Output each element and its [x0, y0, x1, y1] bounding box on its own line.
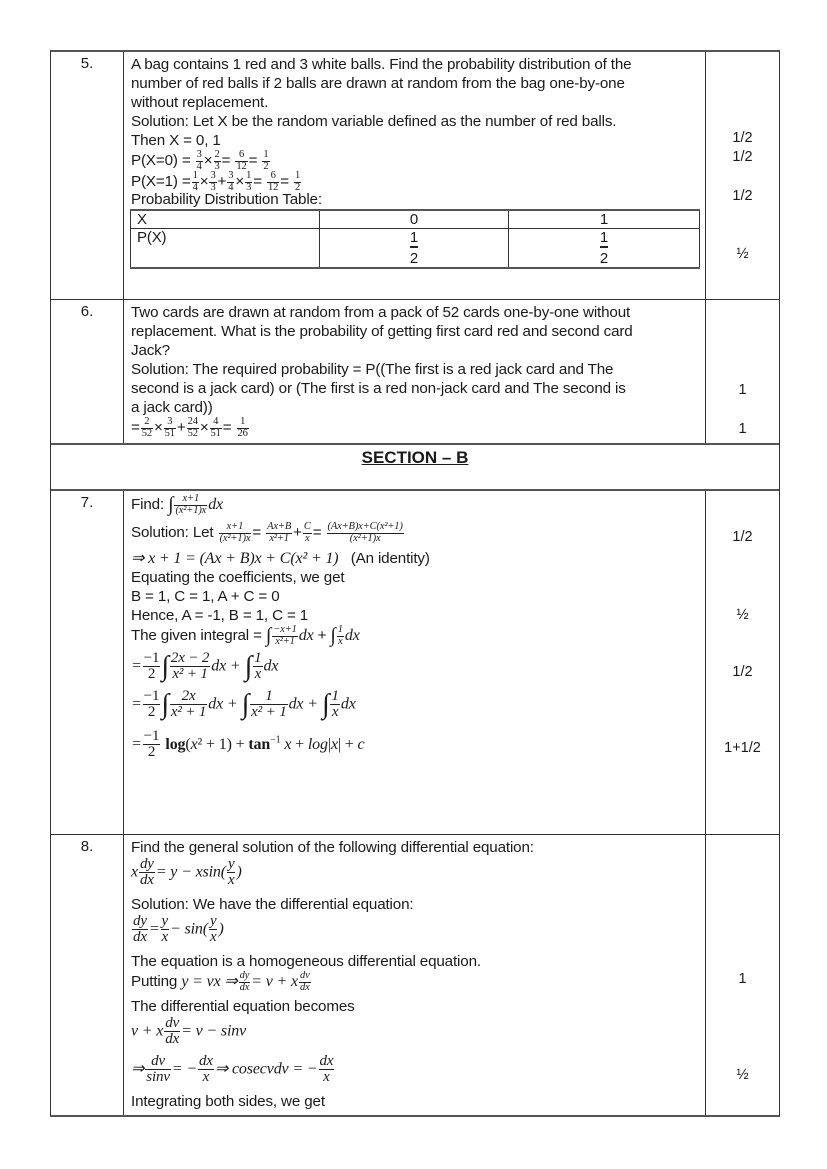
table-title: Probability Distribution Table: [131, 191, 322, 208]
numerator: 1 [409, 229, 419, 246]
fraction: $\frac{4}{51}$ [210, 416, 221, 439]
table-cell: 0 [320, 210, 509, 229]
fraction: $\frac{dy}{dx}$ [139, 856, 154, 888]
question-row-6 [51, 299, 779, 443]
solution-text: Solution: Let X be the random variable defined as the number of red balls. [131, 113, 617, 130]
question-body [124, 491, 706, 834]
fraction: $\frac{dx}{x}$ [199, 1053, 213, 1085]
marks-column [706, 300, 779, 443]
denominator: 2 [599, 250, 609, 267]
fraction: $\frac{2}{52}$ [141, 416, 152, 439]
fraction: $\frac{1}{x}$ [331, 688, 339, 720]
mark: 1/2 [732, 188, 753, 204]
equation-px1: P(X=1) = $\frac{1}{4}$ × $\frac{3}{3}$ + $\frac{3}{4}$ × $\frac{1}{3}$ = $\frac{6}{12}$ = $\frac{1}{2}$ [131, 170, 301, 193]
table-cell: X [131, 210, 320, 229]
mark: 1+1/2 [724, 740, 761, 756]
question-text: Find the general solution of the following differential equation: [131, 839, 534, 856]
fraction: $\frac{C}{x}$ [303, 521, 311, 544]
question-number: 7. [51, 491, 124, 834]
solution-text: The equation is a homogeneous differential equation. [131, 953, 481, 970]
table-cell [509, 229, 700, 269]
fraction: $\frac{y}{x}$ [209, 913, 217, 945]
solution-text: Solution: We have the differential equation: [131, 896, 414, 913]
equation-label: P(X=1) = [131, 173, 191, 191]
table-cell: P(X) [131, 229, 320, 269]
question-text: Two cards are drawn at random from a pack of 52 cards one-by-one without [131, 304, 631, 321]
mark: 1 [738, 421, 747, 437]
table-cell: 1 [509, 210, 700, 229]
fraction: $\frac{dy}{dx}$ [239, 970, 250, 993]
fraction: $\frac{1}{26}$ [237, 416, 248, 439]
identity-line [131, 549, 699, 568]
integral-sign: ∫ [330, 624, 336, 647]
question-row-8 [51, 834, 779, 1115]
question-body [124, 52, 706, 299]
equation-px0: P(X=0) = $\frac{3}{4}$ × $\frac{2}{3}$ = $\frac{6}{12}$ = $\frac{1}{2}$ [131, 149, 269, 172]
fraction: $\frac{dv}{dx}$ [300, 970, 310, 993]
fraction [410, 229, 418, 267]
fraction: $\frac{6}{12}$ [268, 170, 279, 193]
numerator: 1 [599, 229, 609, 246]
question-row-5 [51, 52, 779, 299]
solution-text: second is a jack card) or (The first is a red non-jack card and The second is [131, 380, 626, 397]
fraction: $\frac{x+1}{\text{(x²+1)x}}$ [175, 493, 207, 516]
solution-label: Solution: Let [131, 524, 214, 542]
fraction: $\frac{1}{\text{x² + 1}}$ [251, 688, 287, 720]
mark: ½ [736, 1067, 749, 1083]
question-text: number of red balls if 2 balls are drawn at random from the bag one-by-one [131, 75, 625, 92]
fraction: $\frac{6}{12}$ [236, 149, 247, 172]
integral-step-1: = $\frac{-1}{2}$ ∫ $\frac{2x - 2}{\text{x² + 1}}$ dx + ∫ $\frac{1}{x}$ dx [131, 650, 279, 682]
integral-sign: ∫ [161, 651, 169, 682]
fraction [600, 229, 608, 267]
probability-distribution-table [130, 209, 700, 269]
fraction: $\frac{dv}{\sin v}$ [146, 1053, 170, 1085]
fraction: $\frac{3}{4}$ [196, 149, 202, 172]
question-number: 8. [51, 835, 124, 1115]
fraction: $\frac{1}{3}$ [246, 170, 252, 193]
mark: ½ [736, 246, 749, 262]
integral-sign: ∫ [241, 689, 250, 720]
solution-text: Equating the coefficients, we get [131, 569, 345, 586]
fraction: $\frac{Ax+B}{\text{x²+1}}$ [267, 521, 292, 544]
integral-sign: ∫ [168, 493, 174, 516]
equation-result: = $\frac{2}{52}$ × $\frac{3}{51}$ + $\frac{24}{52}$ × $\frac{4}{51}$ = $\frac{1}{26}$ [131, 416, 248, 439]
question-number: 6. [51, 300, 124, 443]
given-integral-label: The given integral = [131, 627, 262, 645]
fraction: $\frac{x+1}{\text{(x²+1)x}}$ [219, 521, 251, 544]
given-integral-line: The given integral = ∫ $\frac{-x+1}{\text{x²+1}}$ dx + ∫ $\frac{1}{x}$ dx [131, 624, 360, 647]
separated-equation: ⇒ $\frac{dv}{\sin v}$ = − $\frac{dx}{x}$ ⇒ cosecvdv = − $\frac{dx}{x}$ [131, 1053, 334, 1085]
fraction: $\frac{3}{51}$ [164, 416, 175, 439]
denominator: 2 [409, 250, 419, 267]
question-text: Jack? [131, 342, 170, 359]
fraction: $\frac{y}{x}$ [227, 856, 235, 888]
mark: ½ [736, 607, 749, 623]
mark: 1 [738, 382, 747, 398]
find-label: Find: [131, 496, 165, 514]
fraction: $\frac{dx}{x}$ [319, 1053, 334, 1085]
putting-label: Putting [131, 973, 178, 991]
fraction: $\frac{\text{(Ax+B)x+C(x²+1)}}{\text{(x²+1)x}}$ [327, 521, 403, 544]
fraction: $\frac{3}{4}$ [228, 170, 234, 193]
fraction: $\frac{-1}{2}$ [143, 650, 160, 682]
fraction: $\frac{y}{x}$ [161, 913, 169, 945]
fraction: $\frac{1}{2}$ [295, 170, 301, 193]
mark: 1/2 [732, 149, 753, 165]
solution-text: Solution: The required probability = P((The first is a red jack card and The [131, 361, 614, 378]
table-row [131, 229, 700, 269]
question-find: Find: ∫ $\frac{x+1}{\text{(x²+1)x}}$ dx [131, 493, 223, 516]
marks-column [706, 52, 779, 299]
fraction: $\frac{2x}{\text{x² + 1}}$ [170, 688, 207, 720]
integral-sign: ∫ [321, 689, 330, 720]
integral-step-2: = $\frac{-1}{2}$ ∫ $\frac{2x}{\text{x² + 1}}$ dx + ∫ $\frac{1}{\text{x² + 1}}$ dx + ∫ $\frac{1}{x}$ dx [131, 688, 356, 720]
transformed-equation: v + x $\frac{dv}{dx}$ = v − sinv [131, 1015, 247, 1047]
question-body [124, 835, 706, 1115]
mark: 1 [738, 971, 747, 987]
fraction: $\frac{-x+1}{\text{x²+1}}$ [273, 624, 297, 647]
fraction: $\frac{3}{3}$ [210, 170, 216, 193]
solution-text: Integrating both sides, we get [131, 1093, 325, 1110]
fraction: $\frac{2x - 2}{\text{x² + 1}}$ [170, 650, 210, 682]
solution-text: B = 1, C = 1, A + C = 0 [131, 588, 280, 605]
solution-text: The differential equation becomes [131, 998, 355, 1015]
fraction: $\frac{1}{2}$ [263, 149, 269, 172]
question-equation: x $\frac{dy}{dx}$ = y − xsin( $\frac{y}{x}$ ) [131, 856, 242, 888]
mark: 1/2 [732, 529, 753, 545]
question-text: A bag contains 1 red and 3 white balls. Find the probability distribution of the [131, 56, 632, 73]
fraction: $\frac{1}{x}$ [337, 624, 343, 647]
solution-text: Then X = 0, 1 [131, 132, 221, 149]
marks-column [706, 835, 779, 1115]
integral-sign: ∫ [265, 624, 272, 647]
fraction: $\frac{24}{52}$ [187, 416, 198, 439]
question-text: replacement. What is the probability of getting first card red and second card [131, 323, 633, 340]
fraction: $\frac{dy}{dx}$ [133, 913, 147, 945]
mark: 1/2 [732, 130, 753, 146]
table-header-row [131, 210, 700, 229]
identity-equation: ⇒ x + 1 = (Ax + B)x + C(x² + 1) [131, 550, 339, 567]
solution-text: Hence, A = -1, B = 1, C = 1 [131, 607, 309, 624]
solution-text: a jack card)) [131, 399, 213, 416]
integral-result: = $\frac{-1}{2}$ $\log(x^2 + 1) + \tan^{-1} x + \log|x| + c$ [131, 728, 365, 760]
marking-scheme-table [50, 50, 780, 1117]
integral-sign: ∫ [244, 651, 253, 682]
mark: 1/2 [732, 664, 753, 680]
integral-sign: ∫ [161, 689, 169, 720]
question-number: 5. [51, 52, 124, 299]
section-title: SECTION – B [361, 448, 469, 467]
substitution-line: Putting y = vx ⇒ $\frac{dy}{dx}$ = v + x $\frac{dv}{dx}$ [131, 970, 310, 993]
question-text: without replacement. [131, 94, 269, 111]
fraction: $\frac{1}{x}$ [254, 650, 262, 682]
fraction: $\frac{dv}{dx}$ [165, 1015, 180, 1047]
table-cell [320, 229, 509, 269]
fraction: $\frac{-1}{2}$ [143, 688, 160, 720]
marks-column [706, 491, 779, 834]
identity-note: (An identity) [350, 550, 430, 567]
equation-label: P(X=0) = [131, 152, 191, 170]
fraction: $\frac{-1}{2}$ [143, 728, 160, 760]
question-row-7 [51, 489, 779, 834]
fraction: $\frac{2}{3}$ [214, 149, 220, 172]
question-body [124, 300, 706, 443]
section-header-row [51, 443, 779, 489]
fraction: $\frac{1}{4}$ [192, 170, 198, 193]
solution-partial-fractions: Solution: Let $\frac{x+1}{\text{(x²+1)x}}$ = $\frac{Ax+B}{\text{x²+1}}$ + $\frac{C}{x}$ = $\frac{\text{(Ax+B)x+C(x²+1)}}{\text{(x²+1)x}}$ [131, 521, 403, 544]
solution-equation: $\frac{dy}{dx}$ = $\frac{y}{x}$ − sin( $\frac{y}{x}$ ) [133, 913, 224, 945]
